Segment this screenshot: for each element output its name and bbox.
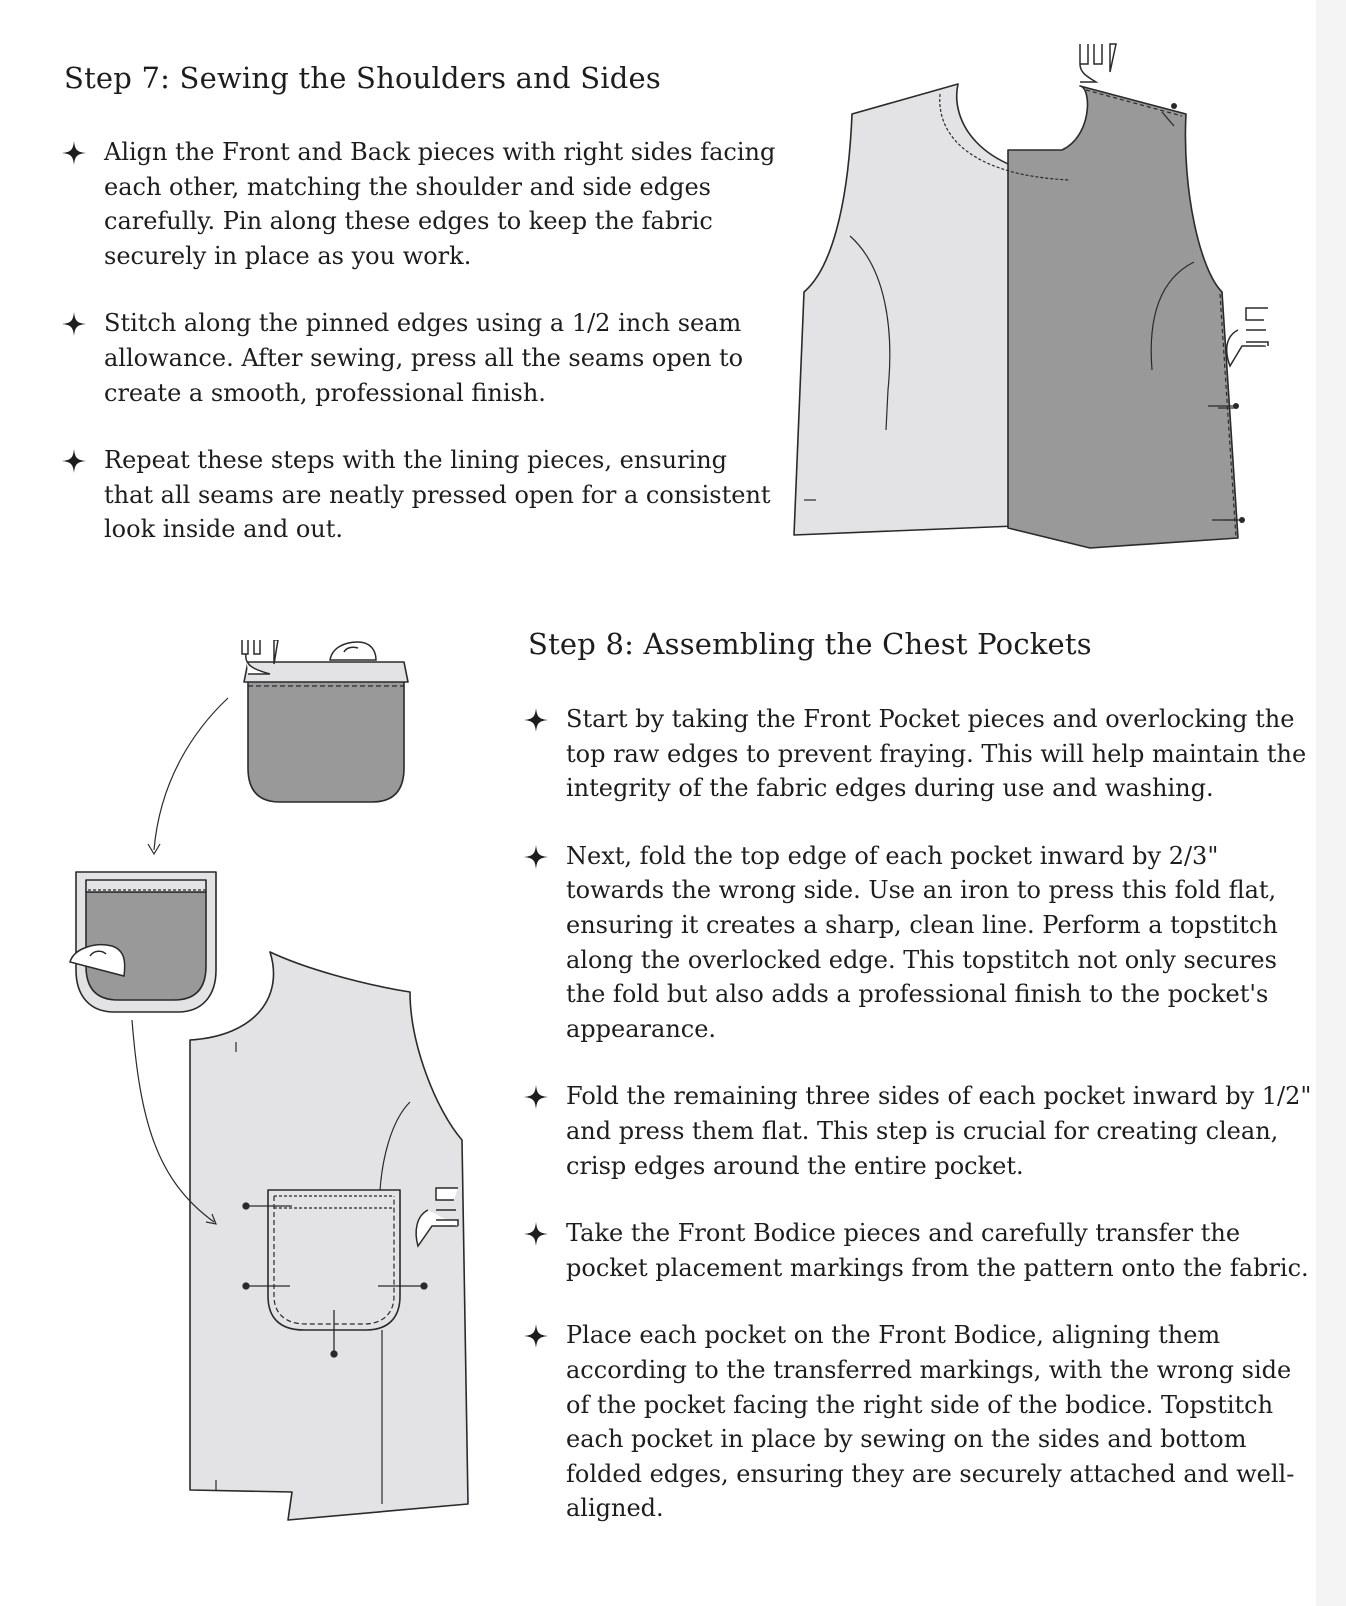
page-edge-strip [1316,0,1346,1606]
star-bullet-icon [524,845,548,869]
list-item [524,702,1316,806]
star-bullet-icon [524,1324,548,1348]
list-item [62,135,782,273]
list-item [524,1318,1316,1526]
sewing-machine-foot-icon [1080,44,1116,82]
star-bullet-icon [62,312,86,336]
front-bodice-piece [1008,86,1238,548]
step8-bullet-1: Start by taking the Front Pocket pieces and overlocking the top raw edges to prevent fraying. This will help maintain the integrity of the fabric edges during use and washing. [566,705,1307,803]
step7-bullet-2: Stitch along the pinned edges using a 1/2 inch seam allowance. After sewing, press all the seams open to create a smooth, professional finish. [104,309,744,407]
list-item [524,1216,1316,1285]
step8-list [524,702,1316,1526]
pocket-overlocked [248,674,404,802]
list-item [524,1079,1316,1183]
step8-bullet-2: Next, fold the top edge of each pocket inward by 2/3" towards the wrong side. Use an iron to press this fold flat, ensuring it creates a sharp, clean line. Perform a topstitch along the overlocked edge. This topstitch not only secures the fold but also adds a professional finish to the pocket's appearance. [566,841,1278,1043]
step7-title: Step 7: Sewing the Shoulders and Sides [64,61,661,95]
step8-bullet-3: Fold the remaining three sides of each pocket inward by 1/2" and press them flat. This step is crucial for creating clean, crisp edges around the entire pocket. [566,1082,1312,1180]
star-bullet-icon [524,1222,548,1246]
iron-icon [330,642,376,660]
step8-title: Step 8: Assembling the Chest Pockets [528,627,1092,661]
star-bullet-icon [62,141,86,165]
step8-bullet-5: Place each pocket on the Front Bodice, aligning them according to the transferred markings, with the wrong side of the pocket facing the right side of the bodice. Topstitch each pocket in place by sewing on the sides and bottom folded edges, ensuring they are securely attached and well-aligned. [566,1321,1295,1523]
list-item [524,839,1316,1047]
step8-bullet-4: Take the Front Bodice pieces and carefully transfer the pocket placement markings from the pattern onto the fabric. [566,1219,1309,1282]
pocket-on-bodice [268,1190,400,1330]
arrow-top-to-middle [154,698,228,850]
step7-bullet-1: Align the Front and Back pieces with right sides facing each other, matching the shoulder and side edges carefully. Pin along these edges to keep the fabric securely in place as you work. [104,138,776,270]
bodice-shoulder-seam-illustration [790,30,1290,570]
sewing-machine-foot-icon [1227,308,1268,366]
step7-bullet-3: Repeat these steps with the lining pieces, ensuring that all seams are neatly pressed open for a consistent look inside and out. [104,446,771,544]
list-item [62,306,782,410]
star-bullet-icon [524,708,548,732]
list-item [62,443,782,547]
star-bullet-icon [62,449,86,473]
chest-pocket-assembly-illustration [60,640,500,1560]
star-bullet-icon [524,1085,548,1109]
step7-list [62,135,782,547]
